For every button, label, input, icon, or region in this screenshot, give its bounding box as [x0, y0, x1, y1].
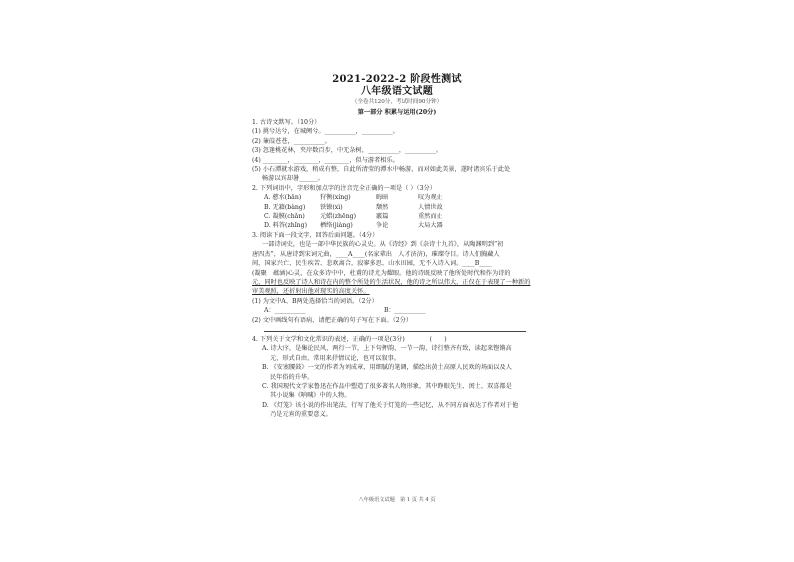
- q1-heading: 1. 古诗文默写。（10分）: [252, 119, 321, 126]
- q2-option-c: [252, 212, 542, 221]
- q3-answer-a[interactable]: A：__________: [264, 307, 306, 315]
- page-footer: 八年级语文试题 第 1 页 共 4 页: [358, 497, 436, 503]
- q4-option-d: D. 《灯笼》该小说的作出笔法，行写了他关于灯笼的一些记忆，从不同方面表达了作者对于他: [262, 401, 519, 409]
- q3-sub1: (1) 为文中A、B两处选择恰当的词语。（2分）: [252, 297, 378, 305]
- q2-d-word1: D. 料答(zhǐng): [264, 222, 308, 230]
- q3-para-line-2: 唐四杰”，从唐诗到宋词元曲，____A____(名家辈出 人才济济)，璀璨夺目。诗人们胸藏人: [252, 250, 500, 258]
- q4-option-a: A. 诗大序，是集论民风，两行一节，上下句押韵，一节一韵，诗行整齐有致，读起来铿锵高: [262, 345, 512, 353]
- q4-option-c: C. 我国现代文学家鲁迅在作品中塑造了很多著名人物形象，其中睁眼先生、闰土、双喜都是: [262, 382, 512, 390]
- q1-line-5: (5) 小石潭就水游戏，稍成有整，自此所清莹的潭水中畅游，而对如此美景，遂时诸宾乐于此处: [252, 166, 511, 174]
- q3-para-line-1: 一部诗词史，也是一部中华民族的心灵史。从《诗经》到《杂诗十九首》，从陶渊明到“初: [262, 241, 504, 249]
- q2-d-word2: 栖络(jiàng): [320, 222, 353, 230]
- q3-para-line-6: 审美观照，还折射出他对现实的高度关怀。: [252, 288, 370, 296]
- q4-option-b: B. 《安塞腰鼓》一文的作者为刘成章，用细腻的笔调，描绘出黄土高原人民欢的场面以及人: [262, 364, 512, 372]
- q3-answer-b[interactable]: B：__________: [384, 307, 426, 315]
- q2-d-word3: 争论: [376, 222, 389, 230]
- q1-line-1: (1) 挑兮达兮，在城阙兮。__________，__________。: [252, 128, 399, 136]
- q2-a-word2: 狩衡(xíng): [320, 194, 351, 202]
- q2-heading: 2. 下列词语中，字形和加点字的注音完全正确的一项是（ ）（3分）: [252, 184, 436, 192]
- q2-a-word1: A. 憨水(hān): [264, 194, 302, 202]
- section-heading: 第一部分 积累与运用(20分): [357, 109, 437, 116]
- q3-para-line-3: 间，国家兴亡、民生疾苦、悲欢离合，寂寥多思、山水田园，无不入诗入词。____B____: [252, 260, 492, 268]
- exam-title-line2: 八年级语文试题: [360, 86, 434, 97]
- exam-subtitle: （全卷共120分，考试时间90分钟）: [351, 99, 443, 105]
- q2-option-b: [252, 203, 542, 212]
- q2-b-word1: B. 无籍(bàng): [264, 203, 306, 211]
- q2-a-word3: 晦暗: [376, 194, 389, 202]
- q4-heading: 4. 下列关于文学和文化常识的表述，正确的一项是(3分) ( ): [252, 335, 447, 343]
- q2-d-word4: 大局大器: [418, 222, 443, 230]
- q2-c-word3: 霰篇: [376, 213, 389, 221]
- q2-b-word3: 颓然: [376, 203, 389, 211]
- exam-title-line1: 2021-2022-2 阶段性测试: [332, 74, 462, 85]
- q1-line-2: (2) 蒹葭苍苍，__________。: [252, 137, 331, 145]
- q1-line-3: (3) 忽逢桃花林，夹岸数百步，中无杂树，__________，__________。: [252, 147, 443, 155]
- q2-c-word4: 重然而止: [418, 213, 443, 221]
- q4-option-a-cont: 元、形式自由，常用来抒情议论，也可以叙事。: [270, 354, 400, 362]
- q3-answer-ab: [252, 306, 542, 315]
- q1-line-5-cont: 畅游以宾却暑______。: [262, 175, 324, 183]
- q2-option-a: [252, 193, 542, 202]
- q3-sub2: (2) 文中画线句有语病，请把正确的句子写在下面。（2分）: [252, 316, 413, 324]
- q3-para-line-5: 元，同时也反映了诗人和诗在内的整个所处的生活状况，他的诗之所以伟大，正仅在于表现了一种新的: [252, 278, 531, 286]
- q2-b-word4: 人情世故: [418, 203, 443, 211]
- q2-b-word2: 铁镣(xì): [320, 203, 343, 211]
- exam-sheet: [252, 74, 542, 420]
- q4-option-d-cont: 乃是元宵的重要意义。: [270, 411, 332, 419]
- q4-option-b-cont: 民年俗的升华。: [270, 373, 314, 381]
- q2-c-word2: 元蜡(zhēng): [320, 213, 357, 221]
- q3-heading: 3. 阅读下面一段文字，回答后面问题。（4分）: [252, 231, 379, 239]
- q3-para-line-4: (凝聚 蕴涵)心灵，在众多诗中中，杜甫的诗尤为耀眼。他的诗既反映了他所处时代和作为诗的: [252, 269, 511, 277]
- q2-option-d: [252, 221, 542, 230]
- q4-option-c-cont: 其小说集《呐喊》中的人物。: [270, 392, 351, 400]
- q2-c-word1: C. 凝膜(chǎn): [264, 213, 305, 221]
- q2-a-word4: 叹为观止: [418, 194, 443, 202]
- q1-line-4: (4) ________，________，________，似与游者相乐。: [252, 156, 399, 164]
